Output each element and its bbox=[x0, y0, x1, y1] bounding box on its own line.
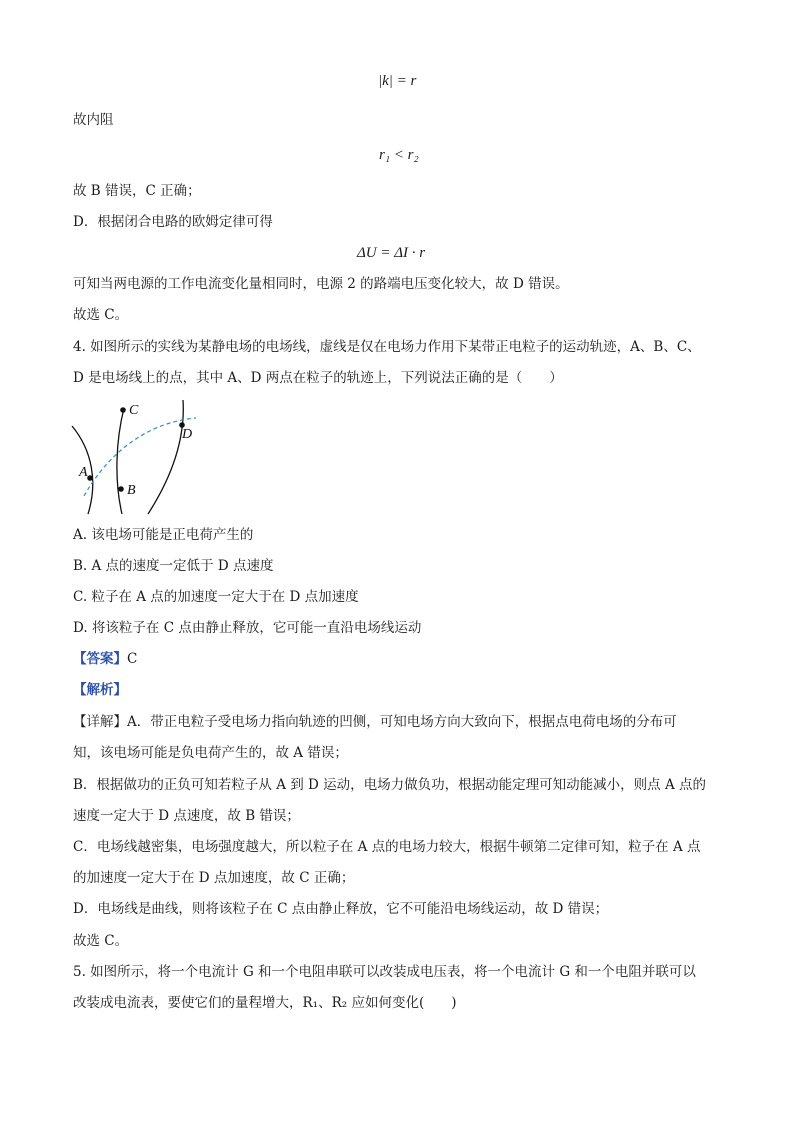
q4-option-a: A. 该电场可能是正电荷产生的 bbox=[73, 527, 254, 543]
equation-k-equals-r: |k| = r bbox=[378, 73, 417, 89]
answer-value: C bbox=[127, 651, 138, 667]
label-a: A bbox=[79, 465, 88, 480]
point-a bbox=[87, 475, 93, 481]
trajectory-dashed bbox=[84, 418, 196, 496]
detail-a-text1: A．带正电粒子受电场力指向轨迹的凹侧，可知电场方向大致向下，根据点电荷电场的分布可 bbox=[127, 714, 677, 730]
label-d: D bbox=[182, 427, 193, 442]
field-line-3 bbox=[148, 400, 183, 514]
detail-tag: 【详解】 bbox=[73, 714, 127, 730]
label-c: C bbox=[129, 403, 139, 418]
text-choose-c-2: 故选 C。 bbox=[73, 933, 129, 949]
q5-stem-line1: 5. 如图所示，将一个电流计 G 和一个电阻串联可以改装成电压表，将一个电流计 G 和一个电阻并联可以 bbox=[73, 964, 696, 980]
detail-a-line1 bbox=[73, 713, 677, 731]
point-c bbox=[120, 407, 126, 413]
field-line-2 bbox=[117, 408, 124, 514]
q4-option-d: D. 将该粒子在 C 点由静止释放，它可能一直沿电场线运动 bbox=[73, 620, 422, 636]
detail-c-line2: 的加速度一定大于在 D 点加速度，故 C 正确； bbox=[73, 870, 355, 886]
text-neizu: 故内阻 bbox=[73, 112, 114, 128]
detail-b-line1: B．根据做功的正负可知若粒子从 A 到 D 运动，电场力做负功，根据动能定理可知动能减小，则点 A 点的 bbox=[73, 777, 706, 793]
detail-d: D．电场线是曲线，则将该粒子在 C 点由静止释放，它不可能沿电场线运动，故 D 错误； bbox=[73, 901, 609, 917]
q4-option-c: C. 粒子在 A 点的加速度一定大于在 D 点加速度 bbox=[73, 589, 359, 605]
label-b: B bbox=[127, 483, 136, 498]
answer-line bbox=[73, 650, 137, 668]
electric-field-figure bbox=[70, 398, 205, 516]
text-b-c: 故 B 错误，C 正确； bbox=[73, 183, 201, 199]
q4-stem-line2: D 是电场线上的点，其中 A、D 两点在粒子的轨迹上，下列说法正确的是（ ） bbox=[73, 370, 563, 386]
equation-delta-u: ΔU = ΔI · r bbox=[357, 245, 426, 261]
text-choose-c-1: 故选 C。 bbox=[73, 307, 129, 323]
equation-r1-lt-r2: r₁ < r₂ bbox=[379, 147, 419, 163]
detail-b-line2: 速度一定大于 D 点速度，故 B 错误； bbox=[73, 808, 300, 824]
q4-stem-line1: 4. 如图所示的实线为某静电场的电场线，虚线是仅在电场力作用下某带正电粒子的运动轨迹，A、B、C、 bbox=[73, 339, 701, 355]
text-d-ohm: D．根据闭合电路的欧姆定律可得 bbox=[73, 214, 273, 230]
detail-c-line1: C．电场线越密集，电场强度越大，所以粒子在 A 点的电场力较大，根据牛顿第二定律可知，粒子在 A 点 bbox=[73, 839, 701, 855]
point-b bbox=[118, 486, 124, 492]
analysis-line bbox=[73, 681, 127, 699]
analysis-tag: 【解析】 bbox=[73, 682, 127, 698]
q4-option-b: B. A 点的速度一定低于 D 点速度 bbox=[73, 558, 274, 574]
text-d-conclusion: 可知当两电源的工作电流变化量相同时，电源 2 的路端电压变化较大，故 D 错误。 bbox=[73, 276, 569, 292]
detail-a-line2: 知，该电场可能是负电荷产生的，故 A 错误； bbox=[73, 745, 348, 761]
q5-stem-line2: 改装成电流表，要使它们的量程增大，R₁、R₂ 应如何变化( ) bbox=[73, 995, 457, 1011]
answer-tag: 【答案】 bbox=[73, 651, 127, 667]
